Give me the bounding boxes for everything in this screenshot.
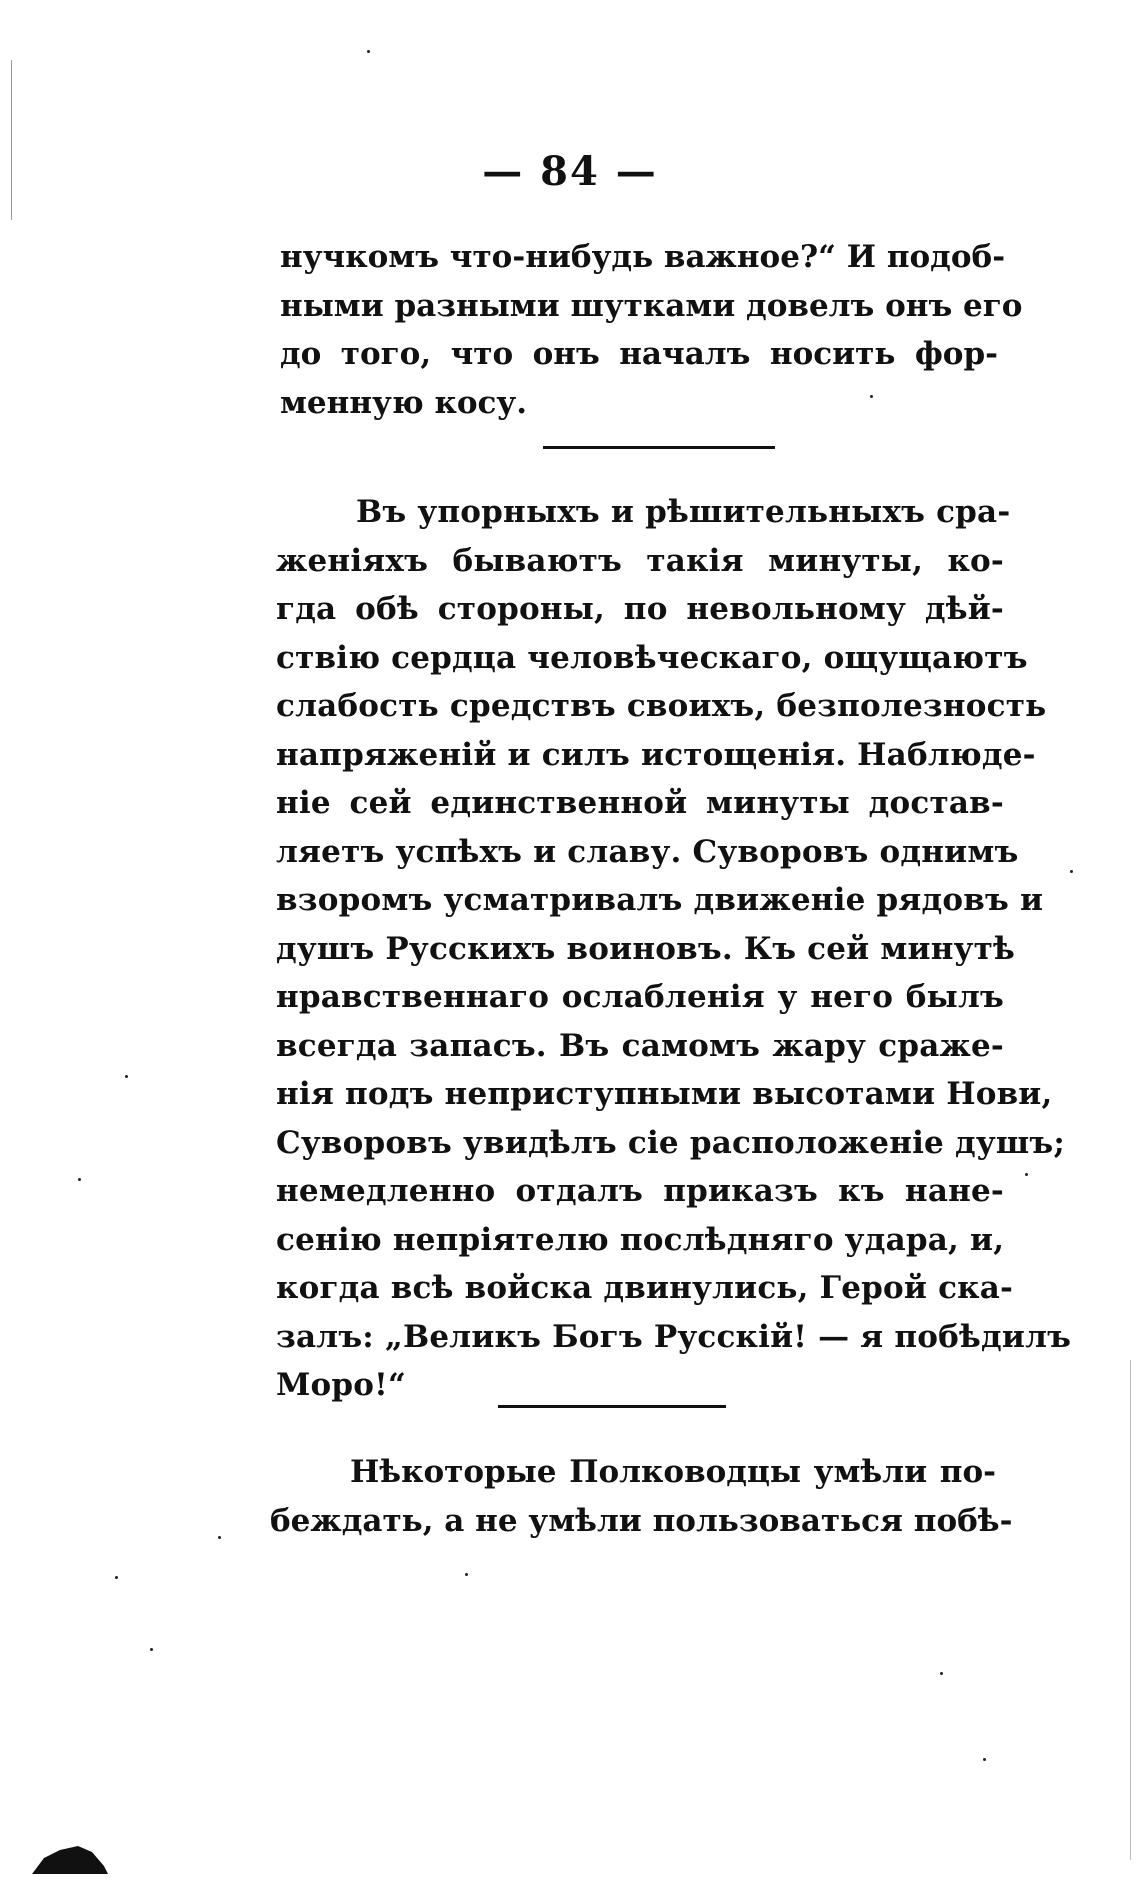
- text-line: Нѣкоторые Полководцы умѣли по-: [350, 1454, 996, 1490]
- scan-speck: [870, 395, 873, 398]
- text-line: Суворовъ увидѣлъ сіе расположеніе душъ;: [276, 1124, 1066, 1161]
- text-line: нія подъ неприступными высотами Нови,: [276, 1076, 1053, 1112]
- text-line: залъ: „Великъ Богъ Русскій! — я побѣдилъ: [276, 1318, 1072, 1355]
- text-line: слабость средствъ своихъ, безполезность: [276, 688, 1047, 724]
- text-line: ствію сердца человѣческаго, ощущаютъ: [276, 639, 1028, 676]
- scan-speck: [367, 50, 370, 53]
- text-line: напряженій и силъ истощенія. Наблюде-: [276, 736, 1036, 773]
- text-line: менную косу.: [280, 384, 528, 421]
- scan-speck: [983, 1758, 986, 1761]
- paragraph-continuation: [280, 233, 1023, 427]
- text-line: до того, что онъ началъ носить фор-: [280, 336, 998, 372]
- text-line: всегда запасъ. Въ самомъ жару сраже-: [276, 1027, 1004, 1064]
- text-line: ными разными шутками довелъ онъ его: [280, 287, 1023, 324]
- scan-speck: [465, 1573, 468, 1576]
- scan-speck: [1070, 870, 1073, 873]
- text-line: Моро!“: [276, 1367, 406, 1403]
- scan-speck: [78, 1178, 81, 1181]
- ink-blot-icon: [30, 1836, 110, 1876]
- text-line: нучкомъ что-нибудь важное?“ И подоб-: [280, 239, 1006, 275]
- section-divider: [498, 1405, 726, 1408]
- scan-margin-line-right: [1130, 1360, 1131, 1860]
- text-line: гда обѣ стороны, по невольному дѣй-: [276, 591, 1004, 627]
- text-line: женіяхъ бываютъ такія минуты, ко-: [276, 542, 1004, 579]
- text-line: взоромъ усматривалъ движеніе рядовъ и: [276, 882, 1044, 918]
- scan-speck: [115, 1576, 118, 1579]
- text-line: нравственнаго ослабленія у него былъ: [276, 979, 1004, 1015]
- paragraph-commanders: [270, 1448, 1013, 1545]
- scan-speck: [1025, 1173, 1028, 1176]
- text-line: немедленно отдалъ приказъ къ нане-: [276, 1173, 1004, 1209]
- text-line: сенію непріятелю послѣдняго удара, и,: [276, 1221, 1005, 1258]
- text-line: Въ упорныхъ и рѣшительныхъ сра-: [356, 494, 1011, 530]
- section-divider: [543, 446, 775, 449]
- scan-speck: [125, 1075, 128, 1078]
- scan-speck: [940, 1672, 943, 1675]
- text-line: ніе сей единственной минуты достав-: [276, 785, 1004, 821]
- scan-speck: [150, 1648, 153, 1651]
- scan-margin-line-left: [11, 60, 12, 220]
- page-number: — 84 —: [482, 148, 658, 195]
- paragraph-suvorov: [276, 488, 1072, 1410]
- scan-speck: [218, 1536, 221, 1539]
- text-line: ляетъ успѣхъ и славу. Суворовъ однимъ: [276, 833, 1019, 870]
- text-line: когда всѣ войска двинулись, Герой ска-: [276, 1270, 1014, 1306]
- text-line: беждать, а не умѣли пользоваться побѣ-: [270, 1502, 1013, 1539]
- text-line: душъ Русскихъ воиновъ. Къ сей минутѣ: [276, 930, 1016, 967]
